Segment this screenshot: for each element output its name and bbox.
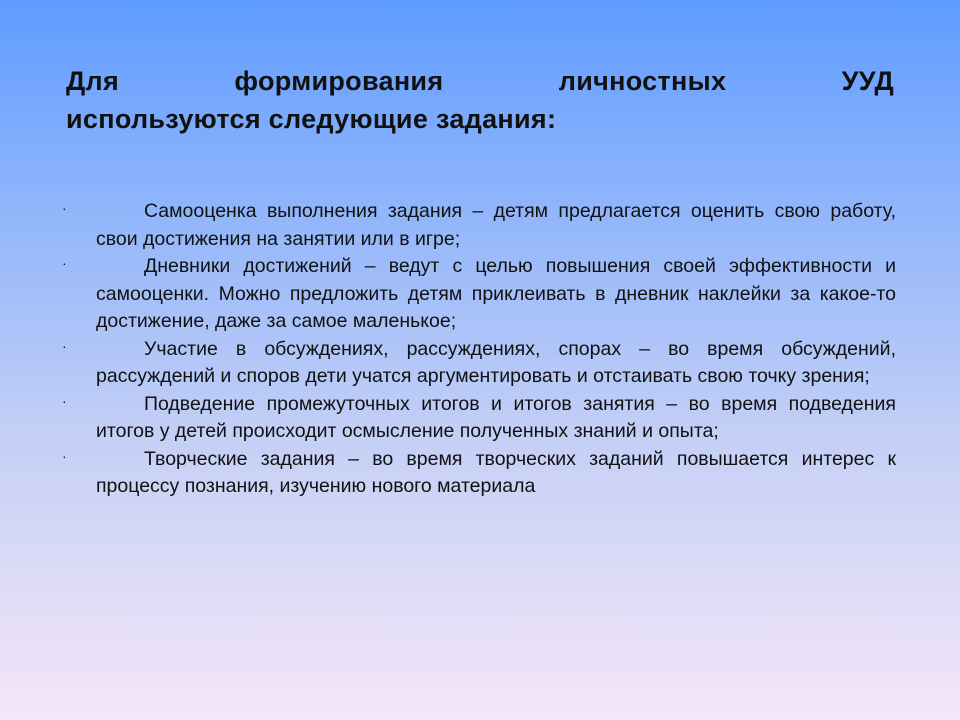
bullet-icon: · [62, 200, 67, 216]
list-item-text: Творческие задания – во время творческих заданий повышается интерес к процессу познания, изучению нового материала [96, 447, 896, 497]
list-item-text: Подведение промежуточных итогов и итогов занятия – во время подведения итогов у детей происходит осмысление полученных знаний и опыта; [96, 392, 896, 442]
task-list [62, 198, 896, 501]
list-item-text: Самооценка выполнения задания – детям предлагается оценить свою работу, свои достижения на занятии или в игре; [96, 200, 896, 250]
list-item [62, 446, 896, 501]
list-item-text: Дневники достижений – ведут с целью повышения своей эффективности и самооценки. Можно предложить детям приклеивать в дневник наклейки за какое-то достижение, даже за самое маленькое; [96, 255, 896, 332]
bullet-icon: · [62, 255, 67, 271]
bullet-icon: · [62, 447, 67, 464]
list-item-text: Участие в обсуждениях, рассуждениях, спорах – во время обсуждений, рассуждений и споров дети учатся аргументировать и отстаивать свою точку зрения; [96, 337, 896, 387]
slide-title [66, 62, 894, 138]
slide-title-line-1: Для формирования личностных УУД [66, 66, 894, 96]
list-item [62, 336, 896, 391]
list-item [62, 198, 896, 253]
slide-title-line-2: используются следующие задания: [66, 104, 557, 134]
bullet-icon: · [62, 392, 67, 409]
list-item [62, 253, 896, 336]
bullet-icon: · [62, 337, 67, 354]
list-item [62, 391, 896, 446]
